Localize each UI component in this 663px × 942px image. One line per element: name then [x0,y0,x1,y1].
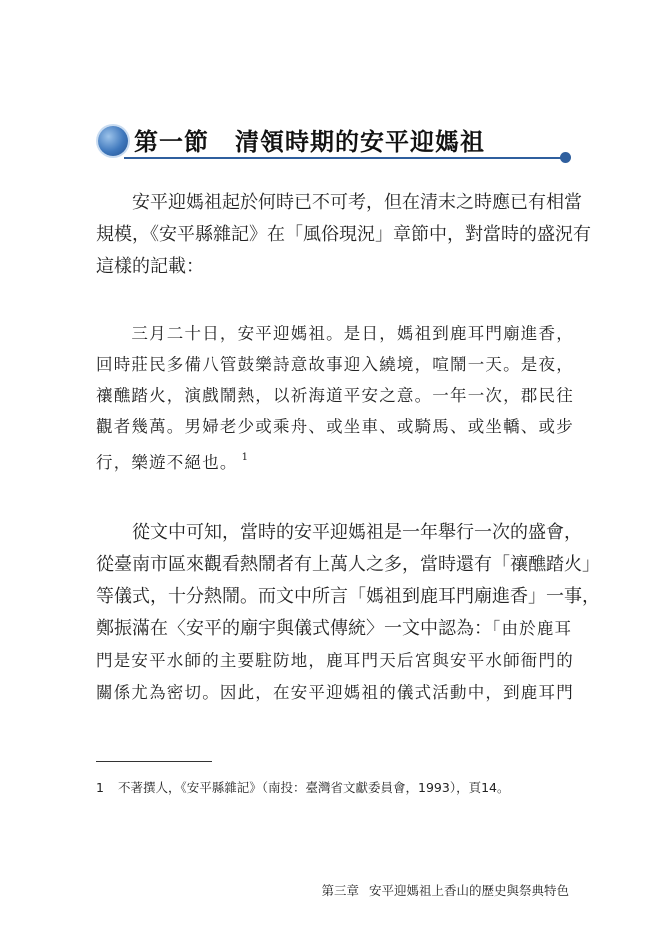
inline-quote-start: 「由於鹿耳 [492,619,573,638]
quote-line-last [96,442,578,473]
heading-underline [124,157,566,159]
section-title [134,122,485,157]
paragraph-line: 這樣的記載： [96,256,204,277]
body-paragraph [96,517,600,709]
footnote-text: 不著撰人，《安平縣雜記》（南投：臺灣省文獻委員會，1993），頁14。 [118,780,510,795]
paragraph-line: 安平迎媽祖起於何時已不可考，但在清末之時應已有相當 [96,192,582,213]
footnote [96,778,509,796]
section-heading [96,120,576,162]
quote-line: 三月二十日，安平迎媽祖。是日，媽祖到鹿耳門廟進香， [96,324,574,343]
footnote-reference[interactable]: 1 [241,452,248,463]
block-quote [96,318,578,473]
footnote-divider [96,761,212,762]
quote-line: 回時莊民多備八管鼓樂詩意故事迎入繞境，喧鬧一天。是夜， [96,355,574,374]
paragraph-text: 鄭振滿在〈安平的廟宇與儀式傳統〉一文中認為： [96,618,492,639]
paragraph-line: 從臺南市區來觀看熱鬧者有上萬人之多，當時還有「禳醮踏火」 [96,554,600,575]
quote-line: 禳醮踏火，演戲鬧熱，以祈海道平安之意。一年一次，郡民往 [96,386,574,405]
quote-line: 觀者幾萬。男婦老少或乘舟、或坐車、或騎馬、或坐轎、或步 [96,417,574,436]
paragraph-line: 從文中可知，當時的安平迎媽祖是一年舉行一次的盛會， [96,522,582,543]
heading-end-dot [560,152,571,163]
section-title-text: 清領時期的安平迎媽祖 [235,128,485,156]
section-number: 第一節 [134,128,209,156]
quote-line-text: 行，樂遊不絕也。 [96,453,238,472]
heading-bullet-icon [98,126,128,156]
paragraph-line: 等儀式，十分熱鬧。而文中所言「媽祖到鹿耳門廟進香」一事， [96,586,600,607]
footer-title: 安平迎媽祖上香山的歷史與祭典特色 [368,883,569,898]
inline-quote-line: 關係尤為密切。因此，在安平迎媽祖的儀式活動中，到鹿耳門 [96,683,574,702]
footnote-number: 1 [96,780,104,795]
footer-chapter: 第三章 [321,883,359,898]
paragraph-line: 規模，《安平縣雜記》在「風俗現況」章節中，對當時的盛況有 [96,224,591,245]
paragraph-line-mixed [96,613,578,645]
intro-paragraph [96,187,591,283]
inline-quote-line: 門是安平水師的主要駐防地，鹿耳門天后宮與安平水師衙門的 [96,651,574,670]
running-footer [321,881,569,899]
